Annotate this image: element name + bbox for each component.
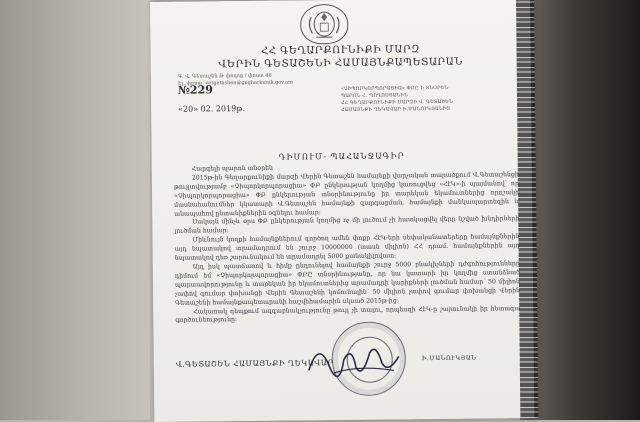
header-region: ՀՀ ԳԵՂԱՐՔՈՒՆԻՔԻ ՄԱՐԶ xyxy=(261,44,421,57)
recipient-block xyxy=(341,84,501,114)
signatory-name: Ի.ՄԱՆՈՒԿՅԱՆ xyxy=(421,354,477,363)
body-paragraph: Միևնույն կողքի համայնքներում գործող ամեն փոքր ՀէԿ-երի սեփականատերերը համայնքներին այդ նպատակով տրամադրում են շուրջ 10000000 (տասն միլիոն) ՀՀ դրամ. համայնքներին այդ նպատակով դեռ շարունակում են տրամադրել 5000 քանակիլովատ: xyxy=(174,233,520,262)
armenian-coat-of-arms-icon xyxy=(300,4,348,45)
document-date: «20» 02. 2019թ. xyxy=(178,103,246,114)
signatory-position: Վ.ԳԵՏԱՇԵՆ ՀԱՄԱՅՆՔԻ ՂԵԿԱՎԱՐ xyxy=(175,358,334,369)
document-page xyxy=(150,0,534,422)
body-paragraph: Սակայն մինչև օրս ՓԲ ընկերության կողմից ոչ մի լուծում չի հատկացվել վերը նշված խնդիրների լուծման համար: xyxy=(174,215,520,236)
header-municipality: ՎԵՐԻՆ ԳԵՏԱՇԵՆԻ ՀԱՄԱՅՆՔԱՊԵՏԱՐԱՆ xyxy=(218,56,463,71)
background-left xyxy=(0,0,150,420)
greeting: Հարգելի պարոն տնօրեն xyxy=(191,164,273,173)
document-title: ԴԻՄՈՒՄ- ՊԱՀԱՆՋԱԳԻՐ xyxy=(278,151,405,162)
recipient-line: ՀԱՄԱՅՆՔԻ ՂԵԿԱՎԱՐ Ի.ՄԱՆՈՒԿՅԱՆԻՑ xyxy=(341,106,451,113)
document-body xyxy=(174,162,521,326)
body-paragraph: Հակառակ դեպքում ազգաբնակչությունը թույլ չի տալու, որպեսզի ՀէԿ-ը շարունակի իր հետագա գործունեությունը: xyxy=(175,304,521,325)
recipient-line: ՀՀ ԳԵՂԱՐՔՈՒՆԻՔԻ ՄԱՐԶԻ Վ. ԳԵՏԱՇԵՆ xyxy=(341,99,453,106)
header-email: Էլ. փոստ՝ vetgetashen@gegharkunik.gov.am xyxy=(177,79,293,87)
document-number: №229 xyxy=(177,83,213,97)
body-paragraph: Այդ իսկ պատճառով և հիմք ընդունելով համայնքի շուրջ 5000 բնակիչների դժգոհությունները դիմում եմ «Չիպորկորպորացիա» ՓԲԸ տնօրինությանը, որ նա կատարի իր կողմից ստանձնած պարտավորությունը և տարեկան իր եկամուտներից տրամադրի կարիքների լուծման համար՝ 50 միլիոն չափով գումար փոխանցի Վերին Գետաշենի կոմունալին՝ 50 միլիոն չափով գումար փոխանցի Վերին Գետաշենի համայնքապետարանի հաշվեհամարին սկսած 2015թ-ից: xyxy=(174,260,521,307)
recipient-line: ՊԱՐՈՆ Հ. ՊՈՂՈՍՅԱՆԻՆ xyxy=(340,93,409,99)
header-address: Գ. Վ. Գետաշեն Թ փողոց / փոստ 46 xyxy=(177,72,272,80)
body-paragraph: 2015թ-ին Գեղարքունիքի մարզի Վերին Գետաշեն համայնքի վարչական տարածքում Վ.Գետաշենցի թույլտվությամբ «Չիպորկորպորացիա» ՓԲ ընկերության կողմից կառուցվեց «ՀէԿ»-ի պայմանով՝ որ «Չիպորկորպորացիա» ՓԲ ընկերության տնօրինությունը իր տարեկան եկամուտներից որոշակի մասնահանումներ կկատարի Վ.Գետաշեն համայնքի զարգացման, համայնքի մանկապարտեզին և անապահով ընտանիքներին օգնելու համար: xyxy=(173,171,520,218)
background-right xyxy=(520,0,640,420)
recipient-line: «ՉԻՊՈՐԿՈՐՊՈՐԱՑԻԱ» ՓԲԸ Ի ՏՆՕՐԵՆ xyxy=(340,85,449,92)
